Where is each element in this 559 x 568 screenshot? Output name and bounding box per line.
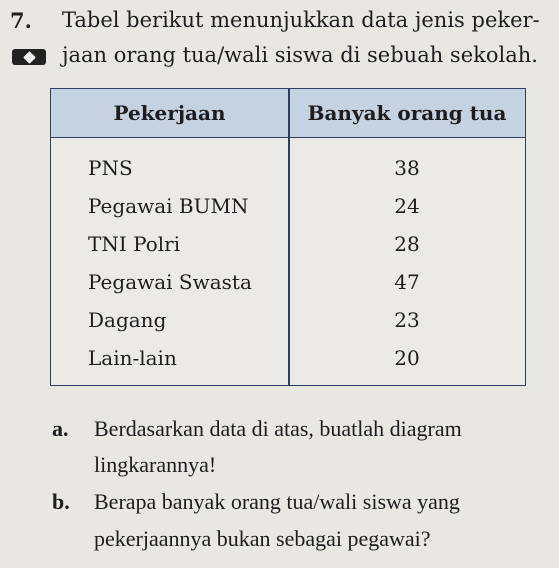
occupation-name: Lain-lain bbox=[88, 346, 177, 370]
subquestion-b-line-2: pekerjaannya bukan sebagai pegawai? bbox=[94, 526, 431, 551]
table-row bbox=[51, 263, 525, 301]
subquestion-b-label: b. bbox=[52, 489, 70, 514]
question-number: 7. bbox=[10, 8, 32, 33]
occupation-table bbox=[50, 88, 526, 386]
subquestion-a-line-2: lingkarannya! bbox=[94, 452, 217, 477]
occupation-name: TNI Polri bbox=[88, 232, 181, 256]
question-text-line-1: Tabel berikut menunjukkan data jenis peker- bbox=[62, 8, 540, 32]
question-text-line-2: jaan orang tua/wali siswa di sebuah sekolah. bbox=[62, 43, 538, 67]
occupation-name: Dagang bbox=[88, 308, 167, 332]
subquestion-b-text: Berapa banyak orang tua/wali siswa yang bbox=[94, 489, 460, 514]
subquestion-a-label: a. bbox=[52, 416, 69, 441]
header-occupation: Pekerjaan bbox=[113, 101, 226, 125]
header-count: Banyak orang tua bbox=[307, 101, 507, 125]
table-row bbox=[51, 149, 525, 187]
parent-count: 23 bbox=[394, 308, 420, 332]
parent-count: 24 bbox=[394, 194, 420, 218]
parent-count: 20 bbox=[394, 346, 420, 370]
parent-count: 47 bbox=[394, 270, 420, 294]
parent-count: 38 bbox=[394, 156, 420, 180]
table-row bbox=[51, 301, 525, 339]
occupation-name: PNS bbox=[88, 156, 133, 180]
table-row bbox=[51, 187, 525, 225]
occupation-name: Pegawai BUMN bbox=[88, 194, 249, 218]
table-body bbox=[51, 149, 525, 377]
subquestion-a-line-1 bbox=[52, 416, 462, 442]
subquestion-b-line-1 bbox=[52, 489, 460, 515]
occupation-name: Pegawai Swasta bbox=[88, 270, 252, 294]
table-row bbox=[51, 339, 525, 377]
subquestion-a-text: Berdasarkan data di atas, buatlah diagram bbox=[94, 416, 462, 441]
diamond-badge-icon bbox=[12, 49, 46, 65]
table-row bbox=[51, 225, 525, 263]
parent-count: 28 bbox=[394, 232, 420, 256]
